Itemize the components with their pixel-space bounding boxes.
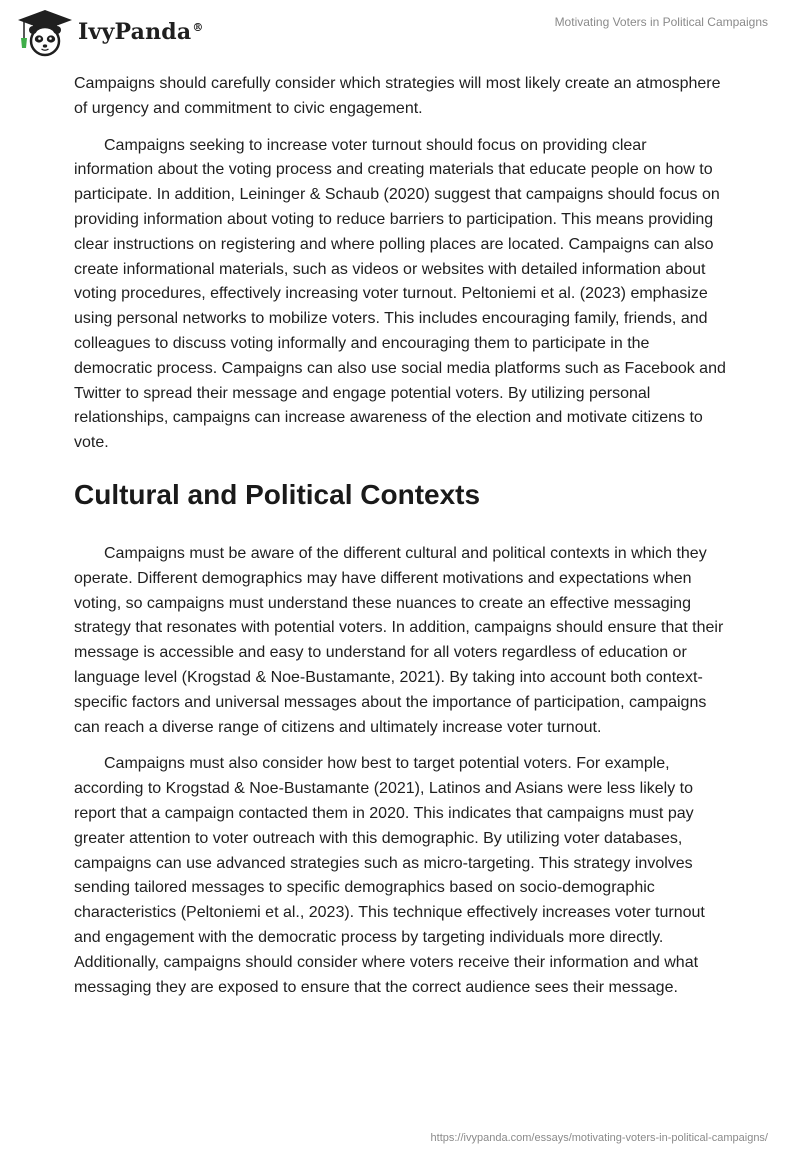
paragraph: Campaigns seeking to increase voter turnout should focus on providing clear information about the voting process and creating materials that educate people on how to participate. In addition, Leininger & Schaub (2020) suggest that campaigns should focus on providing information about voting to reduce barriers to participation. This means providing clear instructions on registering and where polling places are located. Campaigns can also create informational materials, such as videos or websites with detailed information about voting procedures, effectively increasing voter turnout. Peltoniemi et al. (2023) emphasize using personal networks to mobilize voters. This includes encouraging family, friends, and colleagues to discuss voting informally and encouraging them to participate in the democratic process. Campaigns can also use social media platforms such as Facebook and Twitter to spread their message and engage potential voters. By utilizing personal relationships, campaigns can increase awareness of the election and motivate citizens to vote.	[74, 136, 726, 452]
source-url[interactable]: https://ivypanda.com/essays/motivating-voters-in-political-campaigns/	[430, 1132, 768, 1144]
paragraph: Campaigns must be aware of the different cultural and political contexts in which they operate. Different demographics may have different motivations and expectations when voting, so campaigns must understand these nuances to create an effective messaging strategy that resonates with potential voters. In addition, campaigns should ensure that their message is accessible and easy to understand for all voters regardless of education or language level (Krogstad & Noe-Bustamante, 2021). By taking into account both context-specific factors and universal messages about the importance of participation, campaigns can reach a diverse range of citizens and ultimately increase voter turnout.	[74, 544, 724, 736]
section-heading: Cultural and Political Contexts	[74, 478, 481, 510]
registered-mark: ®	[192, 20, 204, 34]
brand-name[interactable]	[78, 19, 204, 45]
paragraph: Campaigns must also consider how best to target potential voters. For example, according to Krogstad & Noe-Bustamante (2021), Latinos and Asians were less likely to report that a campaign contacted them in 2020. This indicates that campaigns must pay greater attention to voter outreach with this demographic. By utilizing voter databases, campaigns can use advanced strategies such as micro-targeting. This strategy involves sending tailored messages to specific demographics based on socio-demographic characteristics (Peltoniemi et al., 2023). This technique effectively increases voter turnout and engagement with the democratic process by targeting individuals more directly. Additionally, campaigns should consider where voters receive their information and what messaging they are exposed to ensure that the correct audience sees their message.	[74, 755, 705, 996]
document-title: Motivating Voters in Political Campaigns	[554, 15, 768, 29]
brand-text: IvyPanda	[78, 19, 192, 45]
essay-body	[74, 72, 728, 1012]
paragraph: Campaigns should carefully consider which strategies will most likely create an atmosphere of urgency and commitment to civic engagement.	[74, 75, 721, 117]
panda-graduate-logo-icon[interactable]	[14, 8, 76, 58]
page-header	[0, 0, 800, 66]
